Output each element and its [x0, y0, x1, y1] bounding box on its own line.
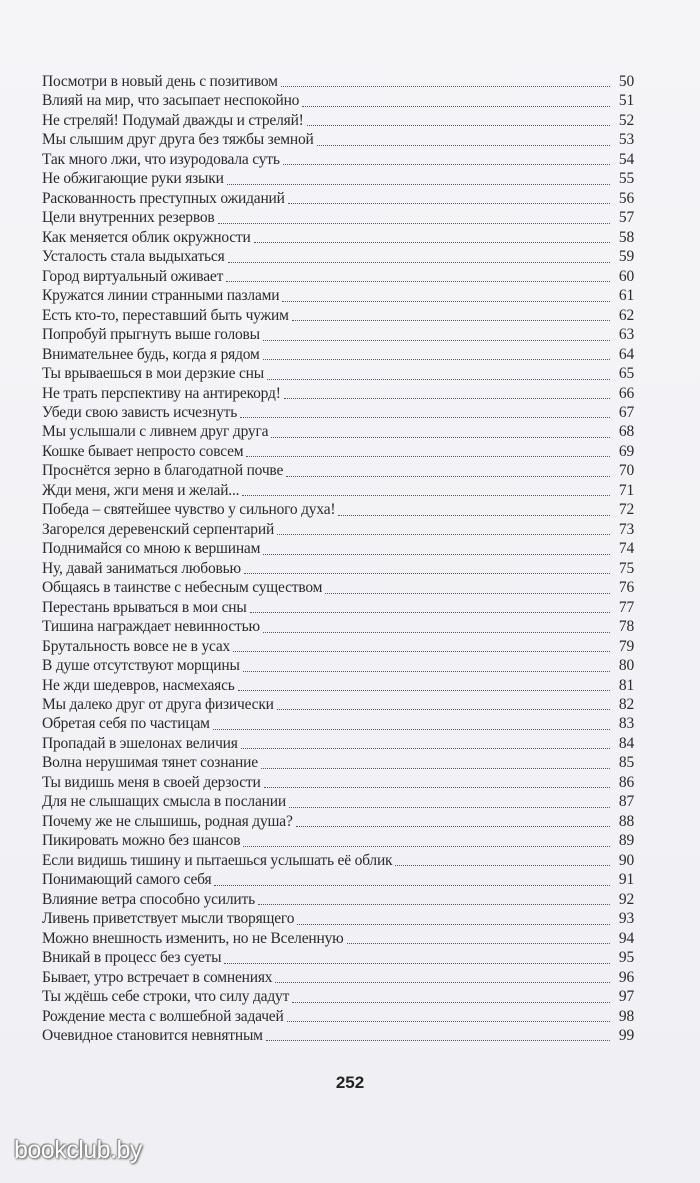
toc-entry [42, 169, 634, 188]
toc-entry [42, 325, 634, 344]
toc-entry [42, 559, 634, 578]
toc-entry [42, 422, 634, 441]
toc-entry-title: Вникай в процесс без суеты [42, 949, 222, 967]
dot-leader [292, 1002, 610, 1003]
toc-entry-title: В душе отсутствуют морщины [42, 657, 240, 675]
dot-leader [271, 437, 610, 438]
dot-leader [224, 963, 610, 964]
toc-entry-page: 92 [618, 890, 634, 908]
toc-entry [42, 442, 634, 461]
toc-entry-page: 51 [618, 92, 634, 110]
toc-entry-title: Для не слышащих смысла в послании [42, 793, 286, 811]
toc-entry-page: 85 [618, 754, 634, 772]
toc-entry [42, 481, 634, 500]
toc-entry-title: Не трать перспективу на антирекорд! [42, 384, 281, 402]
toc-entry [42, 656, 634, 675]
toc-entry-page: 74 [618, 540, 634, 558]
dot-leader [325, 593, 610, 594]
toc-entry-page: 62 [618, 306, 634, 324]
toc-entry [42, 792, 634, 811]
dot-leader [277, 709, 610, 710]
dot-leader [243, 671, 610, 672]
toc-entry [42, 539, 634, 558]
toc-entry-title: Обретая себя по частицам [42, 715, 210, 733]
toc-entry [42, 72, 634, 91]
toc-entry-title: Влияй на мир, что засыпает неспокойно [42, 92, 300, 110]
toc-entry [42, 968, 634, 987]
dot-leader [302, 106, 610, 107]
toc-entry-page: 75 [618, 559, 634, 577]
toc-entry-title: Кружатся линии странными пазлами [42, 287, 280, 305]
toc-entry-page: 88 [618, 812, 634, 830]
toc-entry-page: 84 [618, 734, 634, 752]
dot-leader [244, 573, 610, 574]
toc-entry-title: Волна нерушимая тянет сознание [42, 754, 258, 772]
dot-leader [283, 164, 610, 165]
toc-entry-title: Можно внешность изменить, но не Вселенную [42, 929, 344, 947]
toc-entry [42, 267, 634, 286]
toc-entry [42, 676, 634, 695]
dot-leader [275, 982, 610, 983]
dot-leader [258, 904, 610, 905]
dot-leader [263, 554, 610, 555]
toc-entry [42, 111, 634, 130]
toc-entry-page: 90 [618, 851, 634, 869]
toc-entry-page: 94 [618, 929, 634, 947]
dot-leader [242, 495, 610, 496]
toc-entry-title: Мы услышали с ливнем друг друга [42, 423, 269, 441]
toc-entry-title: Победа – святейшее чувство у сильного духа! [42, 501, 336, 519]
dot-leader [228, 262, 611, 263]
toc-entry-page: 58 [618, 228, 634, 246]
dot-leader [227, 184, 610, 185]
toc-entry-title: Ты врываешься в мои дерзкие сны [42, 365, 264, 383]
dot-leader [266, 1040, 610, 1041]
toc-entry [42, 578, 634, 597]
toc-entry-page: 79 [618, 637, 634, 655]
dot-leader [263, 359, 610, 360]
toc-entry-page: 64 [618, 345, 634, 363]
dot-leader [246, 456, 610, 457]
toc-entry-title: Поднимайся со мною к вершинам [42, 540, 261, 558]
toc-entry-page: 70 [618, 462, 634, 480]
toc-entry-title: Есть кто-то, переставший быть чужим [42, 306, 289, 324]
toc-entry-page: 89 [618, 832, 634, 850]
dot-leader [261, 768, 610, 769]
toc-entry-page: 87 [618, 793, 634, 811]
toc-entry-page: 96 [618, 968, 634, 986]
toc-entry [42, 247, 634, 266]
dot-leader [297, 924, 610, 925]
toc-entry-title: Раскованность преступных ожиданий [42, 189, 285, 207]
toc-entry-page: 60 [618, 267, 634, 285]
toc-entry-page: 81 [618, 676, 634, 694]
toc-entry [42, 208, 634, 227]
dot-leader [218, 223, 611, 224]
toc-entry-title: Не обжигающие руки языки [42, 170, 224, 188]
toc-entry [42, 948, 634, 967]
toc-entry-page: 55 [618, 170, 634, 188]
toc-entry-title: Посмотри в новый день с позитивом [42, 73, 278, 90]
toc-entry-title: Перестань врываться в мои сны [42, 598, 247, 616]
dot-leader [277, 534, 610, 535]
dot-leader [296, 826, 610, 827]
toc-entry [42, 228, 634, 247]
toc-entry-page: 56 [618, 189, 634, 207]
dot-leader [233, 651, 610, 652]
toc-entry-title: Как меняется облик окружности [42, 228, 251, 246]
dot-leader [214, 885, 610, 886]
toc-entry-page: 77 [618, 598, 634, 616]
dot-leader [267, 379, 610, 380]
toc-entry [42, 851, 634, 870]
toc-entry [42, 306, 634, 325]
toc-entry-page: 72 [618, 501, 634, 519]
toc-entry-page: 99 [618, 1026, 634, 1044]
dot-leader [307, 125, 610, 126]
toc-entry [42, 695, 634, 714]
toc-entry-page: 97 [618, 988, 634, 1006]
toc-entry-page: 50 [618, 73, 634, 90]
toc-entry-title: Рождение места с волшебной задачей [42, 1007, 284, 1025]
toc-entry [42, 773, 634, 792]
toc-entry-page: 59 [618, 248, 634, 266]
toc-entry-page: 82 [618, 696, 634, 713]
toc-entry-page: 52 [618, 111, 634, 129]
toc-entry-title: Пикировать можно без шансов [42, 832, 241, 850]
toc-entry-title: Почему же не слышишь, родная душа? [42, 812, 293, 830]
toc-entry-page: 98 [618, 1007, 634, 1025]
toc-entry-page: 93 [618, 910, 634, 928]
toc-entry-title: Не жди шедевров, насмехаясь [42, 676, 235, 694]
toc-entry-title: Ливень приветствует мысли творящего [42, 910, 295, 928]
toc-entry [42, 617, 634, 636]
dot-leader [226, 281, 610, 282]
toc-entry [42, 753, 634, 772]
toc-entry-page: 73 [618, 520, 634, 538]
dot-leader [317, 145, 610, 146]
dot-leader [284, 398, 610, 399]
dot-leader [281, 86, 610, 87]
toc-entry-page: 76 [618, 579, 634, 597]
toc-entry [42, 1007, 634, 1026]
toc-entry [42, 286, 634, 305]
toc-entry-page: 61 [618, 287, 634, 305]
dot-leader [264, 787, 610, 788]
toc-entry [42, 403, 634, 422]
dot-leader [287, 1021, 610, 1022]
toc-entry-title: Мы слышим друг друга без тяжбы земной [42, 131, 314, 149]
toc-entry [42, 987, 634, 1006]
toc-entry [42, 714, 634, 733]
toc-entry-title: Город виртуальный оживает [42, 267, 224, 285]
toc-entry [42, 345, 634, 364]
toc-entry [42, 890, 634, 909]
toc-entry-title: Мы далеко друг от друга физически [42, 696, 274, 713]
toc-entry [42, 189, 634, 208]
toc-entry-page: 63 [618, 326, 634, 344]
toc-entry [42, 812, 634, 831]
dot-leader [395, 865, 610, 866]
toc-entry [42, 734, 634, 753]
toc-entry-page: 68 [618, 423, 634, 441]
toc-entry-title: Внимательнее будь, когда я рядом [42, 345, 260, 363]
toc-entry [42, 384, 634, 403]
toc-entry-title: Убеди свою зависть исчезнуть [42, 403, 238, 421]
toc-entry-title: Если видишь тишину и пытаешься услышать её облик [42, 851, 393, 869]
watermark-logo: bookclub.by [14, 1136, 142, 1164]
toc-entry [42, 461, 634, 480]
table-of-contents [42, 72, 634, 1045]
dot-leader [289, 807, 610, 808]
toc-entry-page: 57 [618, 209, 634, 227]
toc-entry-page: 69 [618, 442, 634, 460]
toc-entry-title: Влияние ветра способно усилить [42, 890, 255, 908]
toc-entry-title: Понимающий самого себя [42, 871, 212, 889]
toc-entry-title: Тишина награждает невинностью [42, 618, 260, 636]
toc-entry-title: Ты видишь меня в своей дерзости [42, 773, 261, 791]
toc-entry [42, 909, 634, 928]
dot-leader [263, 340, 610, 341]
toc-entry-page: 95 [618, 949, 634, 967]
toc-entry-title: Общаясь в таинстве с небесным существом [42, 579, 323, 597]
toc-entry-page: 83 [618, 715, 634, 733]
dot-leader [286, 476, 610, 477]
toc-entry [42, 1026, 634, 1045]
toc-entry-title: Очевидное становится невнятным [42, 1026, 263, 1044]
toc-entry-page: 53 [618, 131, 634, 149]
toc-entry-page: 66 [618, 384, 634, 402]
toc-entry-page: 71 [618, 481, 634, 499]
dot-leader [282, 301, 610, 302]
toc-entry-title: Ну, давай заниматься любовью [42, 559, 241, 577]
toc-entry [42, 598, 634, 617]
dot-leader [240, 417, 610, 418]
toc-entry-page: 80 [618, 657, 634, 675]
toc-entry [42, 831, 634, 850]
toc-entry [42, 520, 634, 539]
toc-entry-title: Кошке бывает непросто совсем [42, 442, 244, 460]
toc-entry-page: 91 [618, 871, 634, 889]
toc-entry-title: Жди меня, жги меня и желай... [42, 481, 240, 499]
toc-entry-title: Попробуй прыгнуть выше головы [42, 326, 260, 344]
toc-entry-title: Так много лжи, что изуродовала суть [42, 150, 280, 168]
toc-entry-title: Цели внутренних резервов [42, 209, 215, 227]
dot-leader [338, 515, 610, 516]
toc-entry-title: Усталость стала выдыхаться [42, 248, 225, 266]
dot-leader [263, 632, 610, 633]
toc-entry [42, 500, 634, 519]
toc-entry [42, 150, 634, 169]
page-number: 252 [335, 1073, 365, 1092]
dot-leader [288, 203, 610, 204]
toc-entry [42, 929, 634, 948]
toc-entry-title: Загорелся деревенский серпентарий [42, 520, 275, 538]
toc-entry-title: Ты ждёшь себе строки, что силу дадут [42, 988, 290, 1006]
dot-leader [347, 943, 610, 944]
toc-entry-title: Не стреляй! Подумай дважды и стреляй! [42, 111, 304, 129]
toc-entry-title: Бывает, утро встречает в сомнениях [42, 968, 273, 986]
toc-entry-title: Проснётся зерно в благодатной почве [42, 462, 284, 480]
dot-leader [243, 846, 610, 847]
toc-entry [42, 870, 634, 889]
toc-entry-page: 78 [618, 618, 634, 636]
toc-entry-title: Брутальность вовсе не в усах [42, 637, 231, 655]
toc-entry-page: 86 [618, 773, 634, 791]
toc-entry [42, 91, 634, 110]
dot-leader [238, 690, 610, 691]
dot-leader [292, 320, 610, 321]
dot-leader [241, 748, 610, 749]
dot-leader [213, 729, 610, 730]
dot-leader [254, 242, 610, 243]
toc-entry [42, 364, 634, 383]
toc-entry [42, 130, 634, 149]
toc-entry-page: 65 [618, 365, 634, 383]
dot-leader [250, 612, 610, 613]
toc-entry-page: 54 [618, 150, 634, 168]
toc-entry [42, 637, 634, 656]
toc-entry-title: Пропадай в эшелонах величия [42, 734, 238, 752]
toc-entry-page: 67 [618, 403, 634, 421]
